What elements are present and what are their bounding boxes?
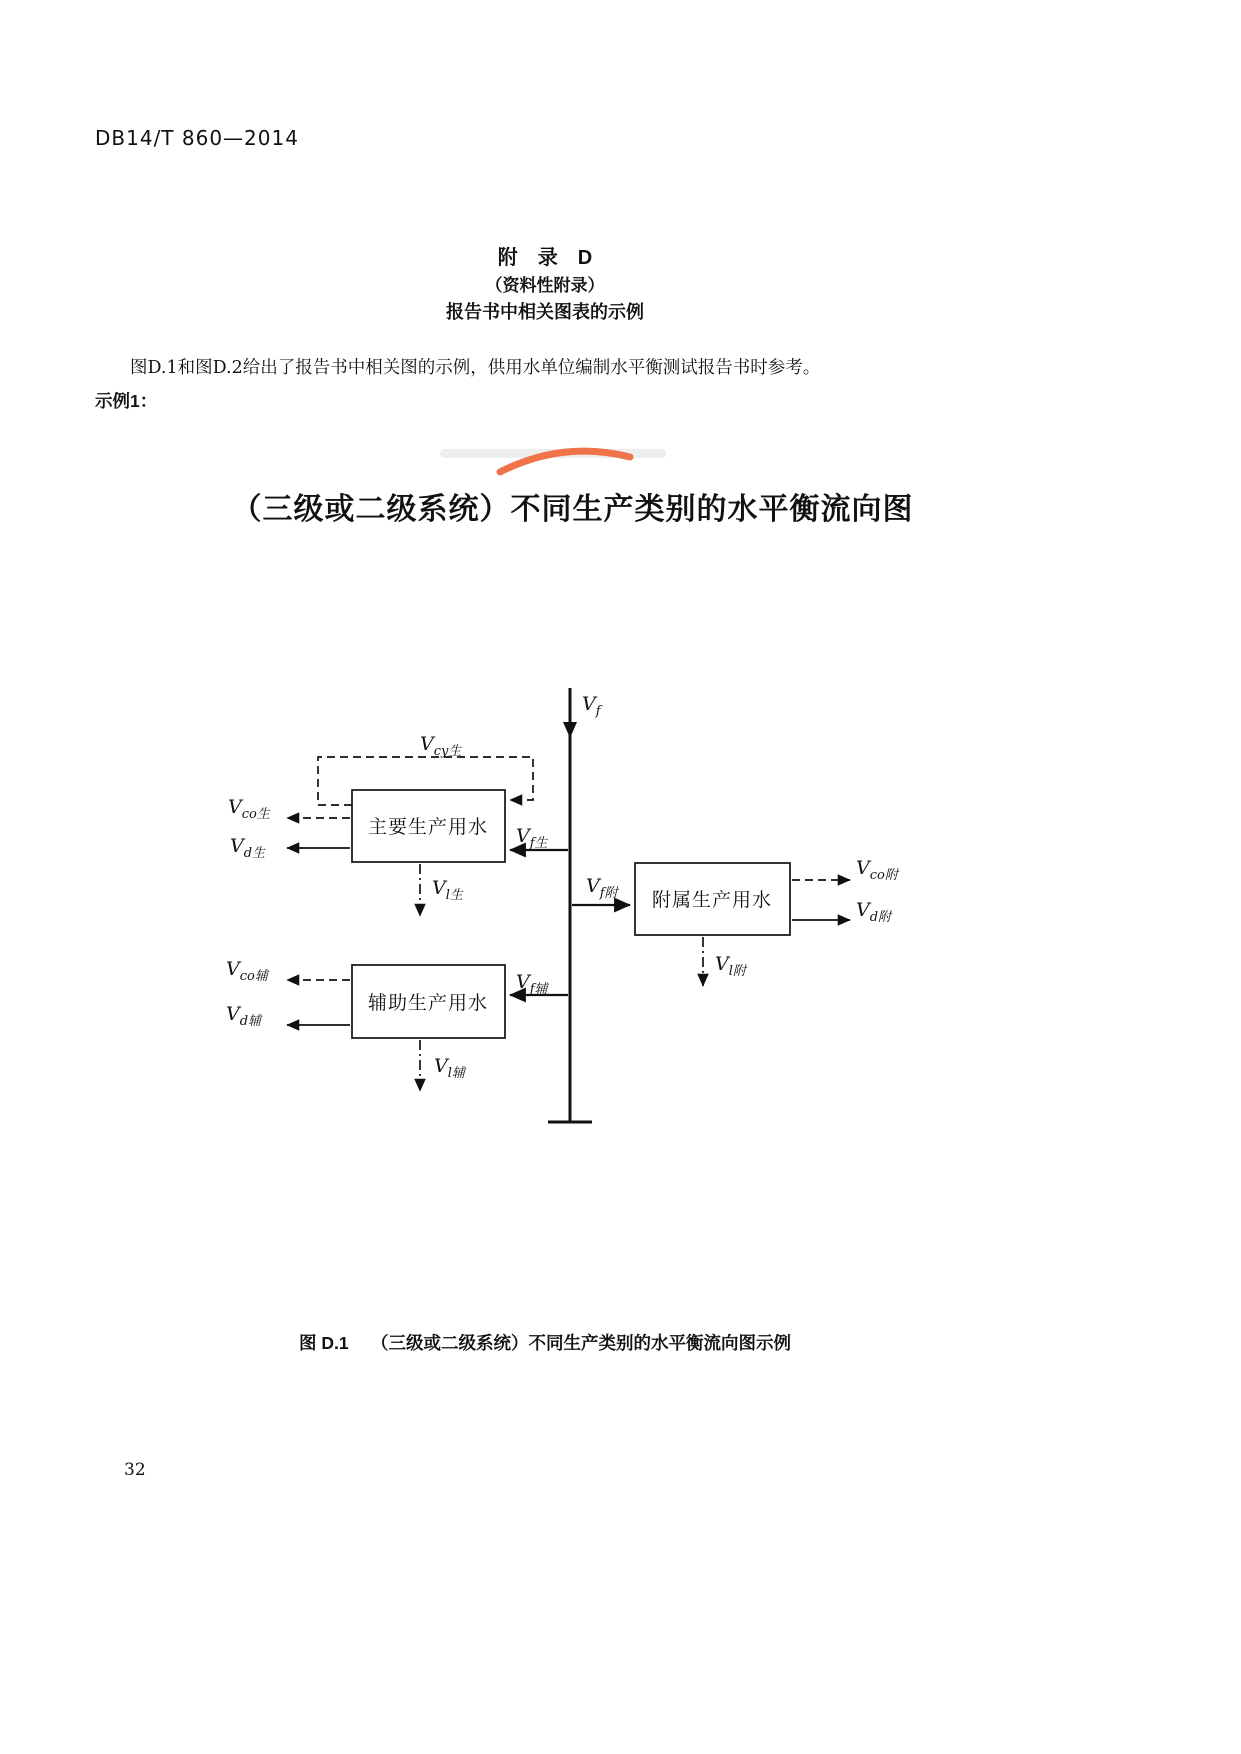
label-vco-fuzhu: $V_{co辅}$	[226, 958, 268, 984]
appendix-subtitle: （资料性附录）	[485, 276, 605, 295]
box-auxiliary-production-label: 辅助生产用水	[367, 992, 489, 1014]
label-vd-sheng: $V_{d生}$	[230, 835, 266, 861]
page-number: 32	[124, 1460, 146, 1480]
box-attached-production-label: 附属生产用水	[651, 889, 773, 911]
label-vf-fuzhu: $V_{f辅}$	[516, 971, 548, 997]
label-vco-sheng: $V_{co生}$	[228, 796, 270, 822]
box-main-production-label: 主要生产用水	[367, 816, 489, 838]
appendix-heading: 报告书中相关图表的示例	[446, 302, 644, 322]
orange-swoosh-decoration	[435, 438, 675, 480]
water-balance-flow-diagram	[180, 680, 940, 1150]
figure-caption: 图 D.1 （三级或二级系统）不同生产类别的水平衡流向图示例	[299, 1333, 791, 1353]
label-vco-fushu: $V_{co附}$	[856, 857, 898, 883]
swoosh-icon	[435, 438, 675, 480]
label-vd-fuzhu: $V_{d辅}$	[226, 1003, 262, 1029]
label-vf: $V_f$	[582, 693, 601, 719]
label-vl-sheng: $V_{l生}$	[432, 877, 463, 903]
document-code: DB14/T 860—2014	[95, 126, 299, 150]
label-vl-fushu: $V_{l附}$	[715, 953, 746, 979]
example-label: 示例1：	[95, 391, 158, 411]
label-vl-fuzhu: $V_{l辅}$	[434, 1055, 465, 1081]
label-vcy-sheng: $V_{cy生}$	[420, 733, 462, 759]
appendix-title: 附 录 D	[497, 247, 593, 269]
main-flow-arrowhead-icon	[563, 722, 577, 738]
label-vf-sheng: $V_{f生}$	[516, 825, 548, 851]
label-vd-fushu: $V_{d附}$	[856, 899, 892, 925]
label-vf-fushu: $V_{f附}$	[586, 875, 618, 901]
intro-paragraph: 图D.1和图D.2给出了报告书中相关图的示例，供用水单位编制水平衡测试报告书时参考。	[130, 358, 821, 378]
figure-title: （三级或二级系统）不同生产类别的水平衡流向图	[231, 493, 914, 526]
